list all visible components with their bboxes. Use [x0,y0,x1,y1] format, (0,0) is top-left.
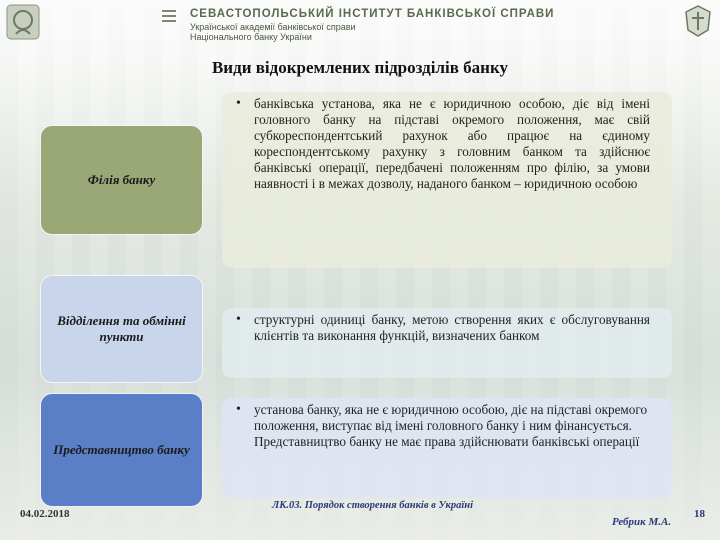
category-box-departments [40,275,203,383]
description-text: банківська установа, яка не є юридичною особою, діє від імені головного банку на підставі окремого положення, має свій субкореспондентський рахунок або працює на єдиному кореспондентському рахунку з головним банком та здійснює банківські операції, передбачені положенням про філію, за умови наявності і в межах дозволу, наданого банком – юридичною особою [254,96,650,191]
footer-date: 04.02.2018 [20,508,70,520]
page-number: 18 [694,508,705,520]
stripes-icon [162,10,176,22]
category-label: Філія банку [87,171,156,187]
category-label: Представництво банку [53,441,190,457]
institute-subtitle-2: Національного банку України [190,32,312,42]
description-panel-branch [222,92,672,268]
institute-name: СЕВАСТОПОЛЬСЬКИЙ ІНСТИТУТ БАНКІВСЬКОЇ СПРАВИ [190,8,555,20]
institute-subtitle-1: Української академії банківської справи [190,22,356,32]
description-panel-departments [222,308,672,378]
bullet-icon: • [236,96,241,111]
bullet-icon: • [236,402,241,417]
description-text: структурні одиниці банку, метою створення яких є обслуговування клієнтів та виконання функцій, визначених банком [254,312,650,343]
category-label: Відділення та обмінні пункти [57,312,186,344]
footer-lecture-title: ЛК.03. Порядок створення банків в Україні [272,500,473,511]
slide-title: Види відокремлених підрозділів банку [211,58,509,77]
footer-author: Ребрик М.А. [612,516,672,528]
bullet-icon: • [236,312,241,327]
description-text: установа банку, яка не є юридичною особою, діє на підставі окремого положення, виступає від імені головного банку і ним фінансується. Представництво банку не має права здійснювати банківські операції [254,402,648,449]
crest-right-icon [682,4,714,38]
header [0,0,720,46]
category-box-representation [40,393,203,507]
crest-left-icon [6,4,40,40]
category-box-branch [40,125,203,235]
description-panel-representation [222,398,672,498]
